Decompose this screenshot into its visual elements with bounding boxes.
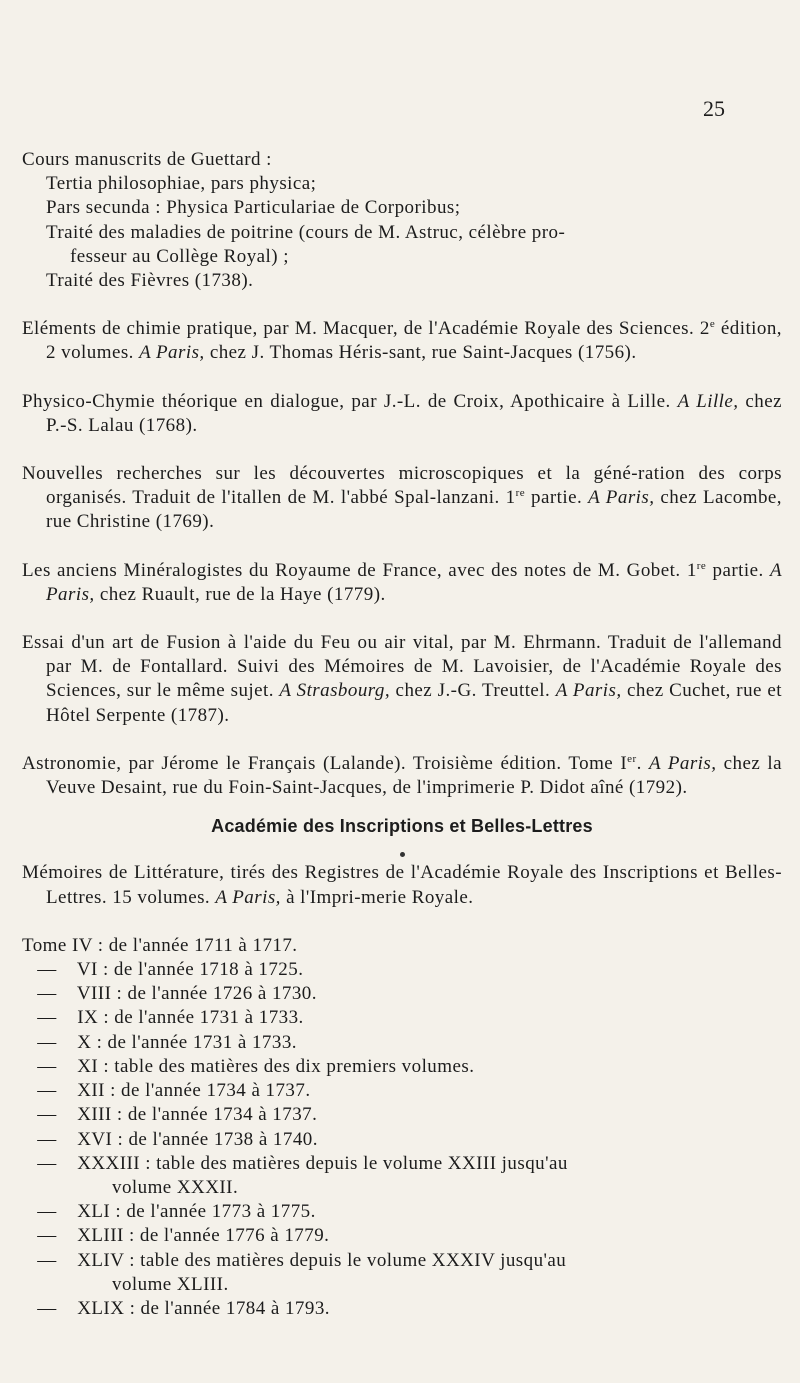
- entry-line: Cours manuscrits de Guettard :: [22, 149, 272, 170]
- tome-row-continuation: volume XLIII.: [112, 1273, 229, 1295]
- entry-spallanzani: Nouvelles recherches sur les découvertes microscopiques et la géné-ration des corps organisés. Traduit de l'itallen de M. l'abbé Spal-lanzani. 1re partie. A Paris, chez Lacombe, rue Christine (1769).: [22, 463, 782, 533]
- tome-row: — XLIX : de l'année 1784 à 1793.: [37, 1297, 330, 1319]
- entry-memoires: Mémoires de Littérature, tirés des Registres de l'Académie Royale des Inscriptions et Belles-Lettres. 15 volumes. A Paris, à l'Impri-merie Royale.: [22, 862, 782, 908]
- entry-line: Pars secunda : Physica Particulariae de Corporibus;: [46, 197, 461, 219]
- tome-row: — XLIV : table des matières depuis le volume XXXIV jusqu'au: [37, 1249, 567, 1271]
- tome-row: — XLI : de l'année 1773 à 1775.: [37, 1201, 316, 1223]
- tome-row: — XI : table des matières des dix premiers volumes.: [37, 1055, 475, 1077]
- entry-ehrmann: Essai d'un art de Fusion à l'aide du Feu ou air vital, par M. Ehrmann. Traduit de l'allemand par M. de Fontallard. Suivi des Mémoires de M. Lavoisier, de l'Académie Royale des Sciences, sur le même sujet. A Strasbourg, chez J.-G. Treuttel. A Paris, chez Cuchet, rue et Hôtel Serpente (1787).: [22, 632, 783, 726]
- entry-line: Traité des Fièvres (1738).: [46, 270, 254, 292]
- tome-row: — XLIII : de l'année 1776 à 1779.: [37, 1225, 330, 1247]
- tome-row-continuation: volume XXXII.: [112, 1176, 239, 1198]
- tome-row: — VI : de l'année 1718 à 1725.: [37, 959, 304, 981]
- tome-row: — XVI : de l'année 1738 à 1740.: [37, 1128, 318, 1150]
- tome-row: — VIII : de l'année 1726 à 1730.: [37, 983, 317, 1005]
- tome-row: Tome IV : de l'année 1711 à 1717.: [22, 934, 298, 956]
- page-number: 25: [703, 96, 725, 121]
- ornament-dot-icon: [400, 852, 405, 857]
- entry-line: Traité des maladies de poitrine (cours de M. Astruc, célèbre pro-: [46, 221, 566, 243]
- section-heading: Académie des Inscriptions et Belles-Lettres: [211, 816, 593, 837]
- entry-line: fesseur au Collège Royal) ;: [70, 245, 289, 267]
- tome-row: — XXXIII : table des matières depuis le volume XXIII jusqu'au: [37, 1152, 568, 1174]
- tome-row: — XIII : de l'année 1734 à 1737.: [37, 1104, 318, 1126]
- entry-macquer: Eléments de chimie pratique, par M. Macquer, de l'Académie Royale des Sciences. 2e édition, 2 volumes. A Paris, chez J. Thomas Héris-sant, rue Saint-Jacques (1756).: [22, 318, 782, 364]
- entry-guettard: [22, 148, 782, 293]
- tome-row: — X : de l'année 1731 à 1733.: [37, 1031, 297, 1053]
- entry-line: Tertia philosophiae, pars physica;: [46, 173, 317, 195]
- entry-lalande: Astronomie, par Jérome le Français (Lalande). Troisième édition. Tome Ier. A Paris, chez la Veuve Desaint, rue du Foin-Saint-Jacques, de l'imprimerie P. Didot aîné (1792).: [22, 752, 782, 799]
- tome-list: [22, 934, 782, 1321]
- entry-de-croix: Physico-Chymie théorique en dialogue, par J.-L. de Croix, Apothicaire à Lille. A Lille, chez P.-S. Lalau (1768).: [22, 390, 782, 436]
- text-block: [22, 148, 782, 1321]
- tome-row: — XII : de l'année 1734 à 1737.: [37, 1080, 311, 1102]
- entry-gobet: Les anciens Minéralogistes du Royaume de France, avec des notes de M. Gobet. 1re partie. A Paris, chez Ruault, rue de la Haye (1779).: [22, 559, 782, 605]
- tome-row: — IX : de l'année 1731 à 1733.: [37, 1007, 304, 1029]
